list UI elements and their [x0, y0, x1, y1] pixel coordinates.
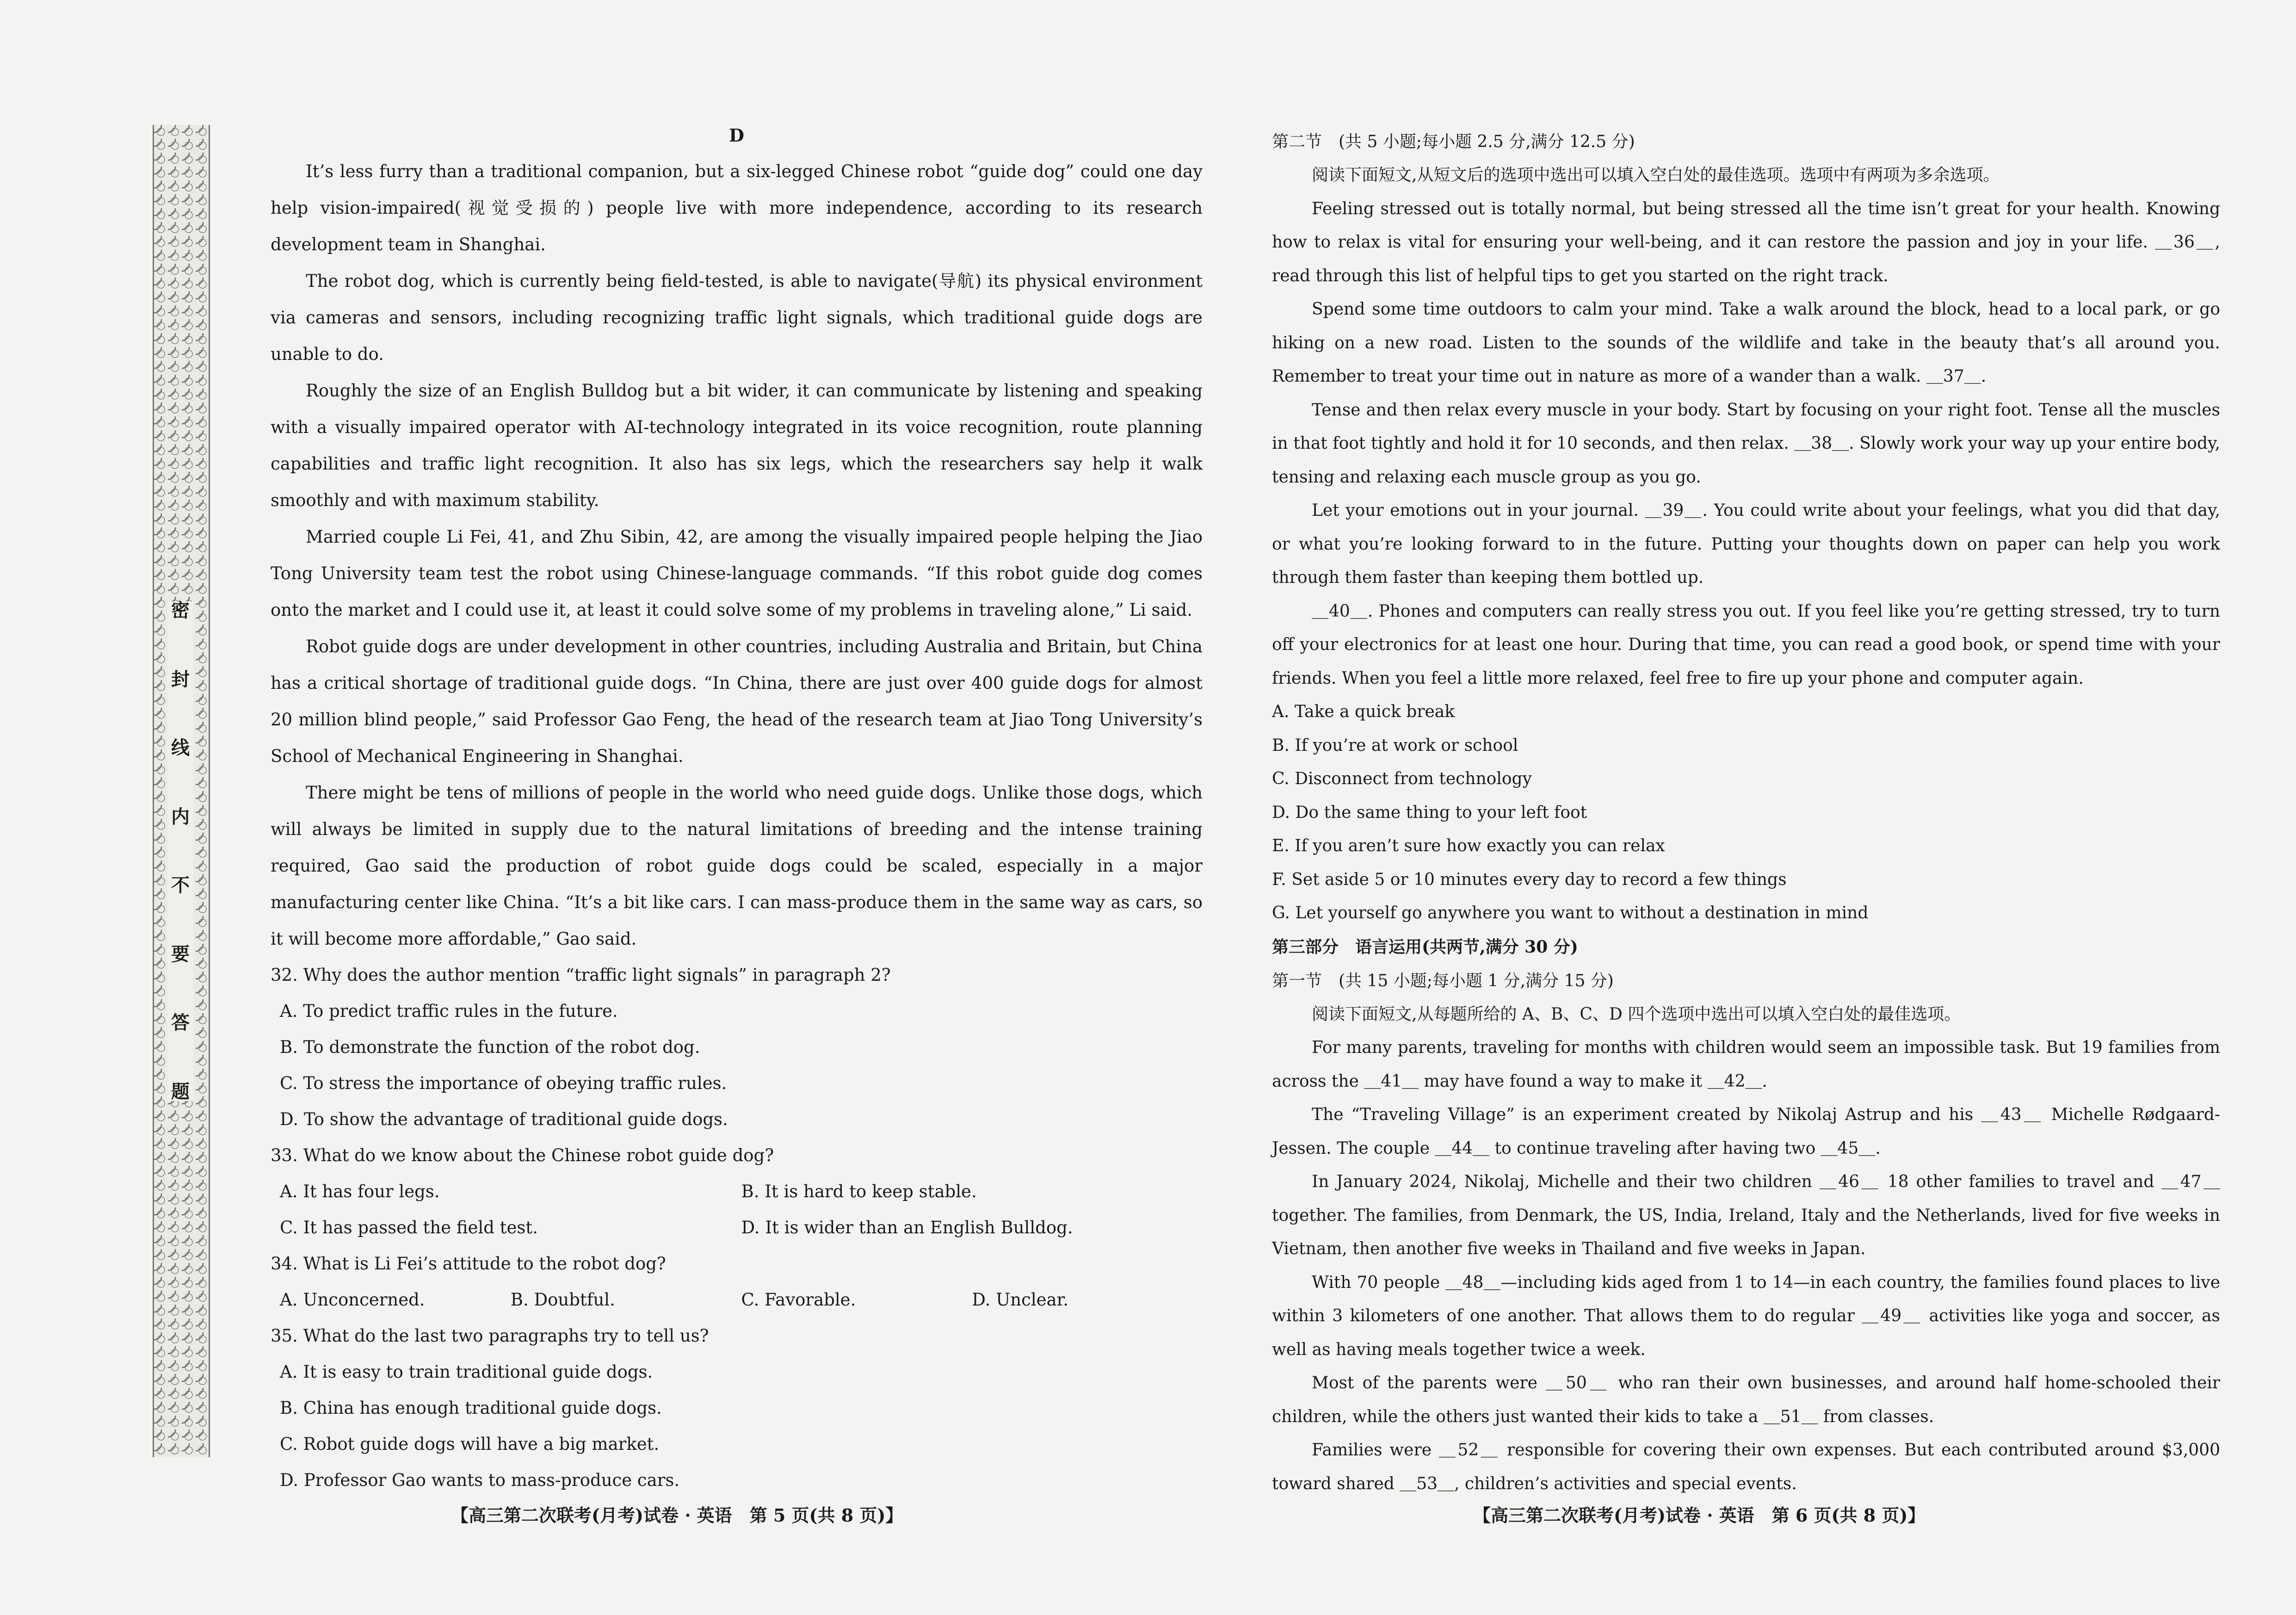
- passage-paragraph: Tense and then relax every muscle in your body. Start by focusing on your right foot. Tense all the muscles in that foot tightly and hold it for 10 seconds, and then relax. ＿38＿. Slowly work your way up your entire body, tensing and relaxing each muscle group as you go.: [1272, 400, 2220, 487]
- part-3-section-1-heading: 第一节 (共 15 小题;每小题 1 分,满分 15 分): [1272, 971, 1614, 990]
- option-c: C. Favorable.: [741, 1290, 856, 1310]
- seal-line-notice: [167, 601, 193, 1101]
- option-d: D. Unclear.: [972, 1290, 1069, 1310]
- question-stem: 33. What do we know about the Chinese robot guide dog?: [271, 1145, 774, 1165]
- option-c: C. It has passed the field test.: [280, 1218, 538, 1238]
- option-a: A. It is easy to train traditional guide dogs.: [280, 1362, 653, 1382]
- option-d: D. It is wider than an English Bulldog.: [741, 1218, 1073, 1238]
- part-3-heading: 第三部分 语言运用(共两节,满分 30 分): [1272, 937, 1578, 957]
- left-page: [271, 125, 1203, 1498]
- seal-char: 密: [171, 600, 190, 621]
- question-35: [271, 1318, 1203, 1498]
- option-item: E. If you aren’t sure how exactly you can relax: [1272, 836, 1665, 855]
- option-a: A. It has four legs.: [280, 1182, 440, 1201]
- cloze-paragraph: For many parents, traveling for months with children would seem an impossible task. But 19 families from across the ＿41＿ may have found a way to make it ＿42＿.: [1272, 1038, 2220, 1091]
- page-footer-right: 【高三第二次联考(月考)试卷 · 英语 第 6 页(共 8 页)】: [1473, 1505, 1926, 1526]
- passage-paragraph: ＿40＿. Phones and computers can really stress you out. If you feel like you’re getting stressed, try to turn off your electronics for at least one hour. During that time, you can read a good book, or spend time with your friends. When you feel a little more relaxed, feel free to fire up your phone and computer again.: [1272, 601, 2220, 688]
- options-row: [271, 1282, 1203, 1318]
- passage-paragraph: Robot guide dogs are under development in other countries, including Australia and Britain, but China has a critical shortage of traditional guide dogs. “In China, there are just over 400 guide dogs for almost 20 million blind people,” said Professor Gao Feng, the head of the research team at Jiao Tong University’s School of Mechanical Engineering in Shanghai.: [271, 637, 1203, 766]
- option-b: B. China has enough traditional guide dogs.: [280, 1398, 662, 1418]
- seal-char: 答: [171, 1012, 190, 1034]
- passage-paragraph: There might be tens of millions of people in the world who need guide dogs. Unlike those dogs, which will always be limited in supply due to the natural limitations of breeding and the intense training required, Gao said the production of robot guide dogs could be scaled, especially in a major manufacturing center like China. “It’s a bit like cars. I can mass-produce them in the same way as cars, so it will become more affordable,” Gao said.: [271, 783, 1203, 949]
- right-page: [1272, 125, 2220, 1501]
- option-c: C. To stress the importance of obeying traffic rules.: [280, 1073, 727, 1093]
- part-3-instructions: 阅读下面短文,从每题所给的 A、B、C、D 四个选项中选出可以填入空白处的最佳选项。: [1312, 1004, 1961, 1024]
- option-d: D. To show the advantage of traditional guide dogs.: [280, 1109, 728, 1129]
- option-a: A. Unconcerned.: [280, 1290, 425, 1310]
- option-item: D. Do the same thing to your left foot: [1272, 803, 1587, 822]
- question-32: [271, 957, 1203, 1138]
- section-2-heading: 第二节 (共 5 小题;每小题 2.5 分,满分 12.5 分): [1272, 132, 1635, 151]
- cloze-paragraph: Families were ＿52＿ responsible for covering their own expenses. But each contributed around $3,000 toward shared ＿53＿, children’s activities and special events.: [1272, 1441, 2220, 1493]
- passage-paragraph: Let your emotions out in your journal. ＿39＿. You could write about your feelings, what you did that day, or what you’re looking forward to in the future. Putting your thoughts down on paper can help you work through them faster than keeping them bottled up.: [1272, 501, 2220, 587]
- passage-paragraph: Married couple Li Fei, 41, and Zhu Sibin, 42, are among the visually impaired people helping the Jiao Tong University team test the robot using Chinese-language commands. “If this robot guide dog comes onto the market and I could use it, at least it could solve some of my problems in traveling alone,” Li said.: [271, 527, 1203, 620]
- passage-paragraph: The robot dog, which is currently being field-tested, is able to navigate(导航) its physical environment via cameras and sensors, including recognizing traffic light signals, which traditional guide dogs are unable to do.: [271, 271, 1203, 364]
- question-stem: 34. What is Li Fei’s attitude to the robot dog?: [271, 1254, 666, 1274]
- option-item: B. If you’re at work or school: [1272, 736, 1518, 755]
- option-d: D. Professor Gao wants to mass-produce cars.: [280, 1470, 680, 1490]
- section-2-instructions: 阅读下面短文,从短文后的选项中选出可以填入空白处的最佳选项。选项中有两项为多余选项。: [1312, 166, 2000, 185]
- option-item: A. Take a quick break: [1272, 702, 1455, 721]
- seal-char: 内: [171, 805, 190, 828]
- cloze-paragraph: Most of the parents were ＿50＿ who ran their own businesses, and around half home-schooled their children, while the others just wanted their kids to take a ＿51＿ from classes.: [1272, 1374, 2220, 1426]
- passage-paragraph: Feeling stressed out is totally normal, but being stressed all the time isn’t great for your health. Knowing how to relax is vital for ensuring your well-being, and it can restore the passion and joy in your life. ＿36＿, read through this list of helpful tips to get you started on the right track.: [1272, 199, 2220, 285]
- page-footer-left: 【高三第二次联考(月考)试卷 · 英语 第 5 页(共 8 页)】: [451, 1505, 903, 1526]
- option-b: B. Doubtful.: [510, 1290, 615, 1310]
- seal-char: 封: [171, 668, 190, 690]
- option-a: A. To predict traffic rules in the future.: [280, 1001, 618, 1021]
- section-label-d: D: [729, 125, 744, 146]
- option-c: C. Robot guide dogs will have a big market.: [280, 1434, 660, 1454]
- seal-char: 题: [171, 1080, 190, 1102]
- passage-paragraph: It’s less furry than a traditional companion, but a six-legged Chinese robot “guide dog” could one day help vision-impaired(视觉受损的) people live with more independence, according to its research development team in Shanghai.: [271, 161, 1203, 254]
- seal-char: 要: [171, 943, 190, 965]
- option-b: B. To demonstrate the function of the robot dog.: [280, 1037, 700, 1057]
- options-grid: [271, 1174, 1203, 1246]
- option-item: F. Set aside 5 or 10 minutes every day to record a few things: [1272, 870, 1787, 889]
- question-stem: 32. Why does the author mention “traffic light signals” in paragraph 2?: [271, 965, 891, 985]
- question-33: [271, 1138, 1203, 1246]
- cloze-paragraph: In January 2024, Nikolaj, Michelle and their two children ＿46＿ 18 other families to travel and ＿47＿ together. The families, from Denmark, the US, India, Ireland, Italy and the Netherlands, lived for five weeks in Vietnam, then another five weeks in Thailand and five weeks in Japan.: [1272, 1172, 2220, 1258]
- passage-paragraph: Roughly the size of an English Bulldog but a bit wider, it can communicate by listening and speaking with a visually impaired operator with AI-technology integrated in its voice recognition, route planning capabilities and traffic light recognition. It also has six legs, which the researchers say help it walk smoothly and with maximum stability.: [271, 381, 1203, 510]
- question-stem: 35. What do the last two paragraphs try to tell us?: [271, 1326, 709, 1346]
- seal-char: 不: [171, 874, 190, 897]
- passage-paragraph: Spend some time outdoors to calm your mind. Take a walk around the block, head to a local park, or go hiking on a new road. Listen to the sounds of the wildlife and take in the beauty that’s all around you. Remember to treat your time out in nature as more of a wander than a walk. ＿37＿.: [1272, 300, 2220, 386]
- option-item: C. Disconnect from technology: [1272, 769, 1532, 788]
- option-item: G. Let yourself go anywhere you want to without a destination in mind: [1272, 903, 1869, 922]
- cloze-paragraph: The “Traveling Village” is an experiment created by Nikolaj Astrup and his ＿43＿ Michelle Rødgaard-Jessen. The couple ＿44＿ to continue traveling after having two ＿45＿.: [1272, 1105, 2220, 1158]
- option-list: [1272, 695, 2220, 930]
- seal-char: 线: [171, 737, 190, 759]
- option-b: B. It is hard to keep stable.: [741, 1182, 977, 1201]
- cloze-paragraph: With 70 people ＿48＿—including kids aged from 1 to 14—in each country, the families found places to live within 3 kilometers of one another. That allows them to do regular ＿49＿ activities like yoga and soccer, as well as having meals together twice a week.: [1272, 1273, 2220, 1359]
- question-34: [271, 1246, 1203, 1318]
